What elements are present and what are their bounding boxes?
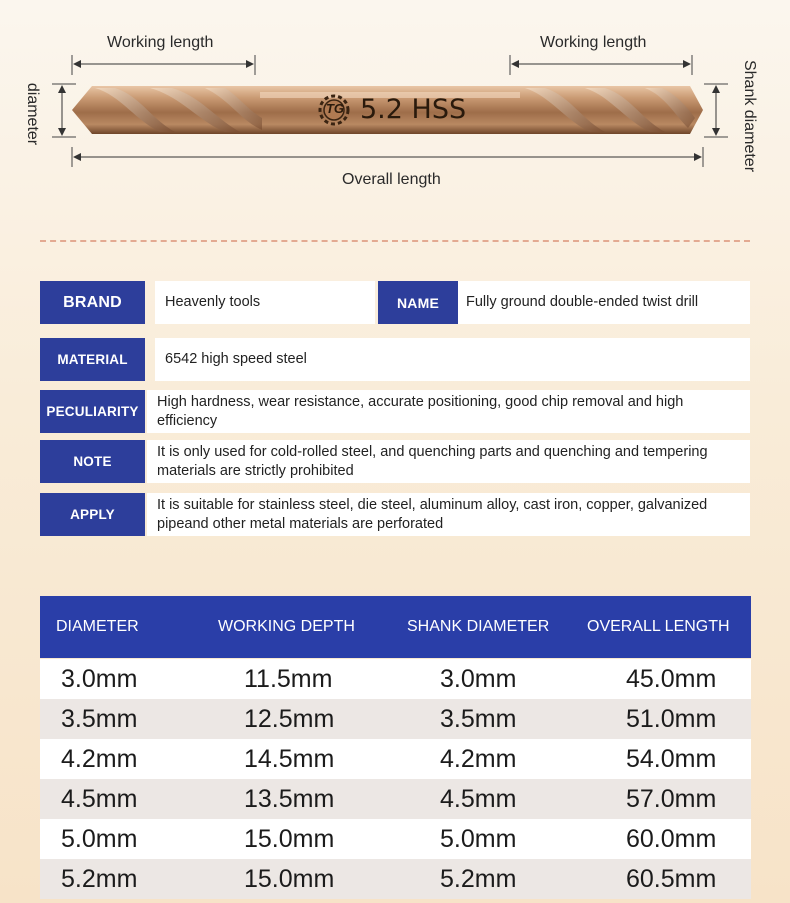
working-depth-cell: 14.5mm — [244, 744, 335, 773]
peculiarity-label: PECULIARITY — [40, 390, 145, 433]
overall-length-cell: 51.0mm — [626, 704, 717, 733]
diameter-label: diameter — [24, 82, 41, 146]
section-divider — [40, 240, 750, 242]
overall-length-label: Overall length — [342, 171, 441, 188]
header-overall-length: OVERALL LENGTH — [587, 618, 730, 635]
diameter-cell: 3.5mm — [61, 704, 138, 733]
table-row — [40, 859, 751, 899]
shank-diameter-label: Shank diameter — [741, 59, 758, 173]
working-depth-cell: 12.5mm — [244, 704, 335, 733]
drill-marking: 5.2 HSS — [360, 94, 467, 125]
working-length-right-label: Working length — [540, 34, 647, 51]
table-row — [40, 819, 751, 859]
overall-length-cell: 54.0mm — [626, 744, 717, 773]
size-table-header — [40, 596, 751, 658]
working-depth-cell: 15.0mm — [244, 824, 335, 853]
brand-label: BRAND — [40, 281, 145, 324]
apply-label: APPLY — [40, 493, 145, 536]
shank-diameter-cell: 4.5mm — [440, 784, 517, 813]
name-label: NAME — [378, 281, 458, 324]
working-depth-cell: 15.0mm — [244, 864, 335, 893]
material-label: MATERIAL — [40, 338, 145, 381]
overall-length-cell: 57.0mm — [626, 784, 717, 813]
material-value: 6542 high speed steel — [155, 338, 750, 381]
overall-length-cell: 60.5mm — [626, 864, 717, 893]
shank-diameter-cell: 5.2mm — [440, 864, 517, 893]
diameter-cell: 4.5mm — [61, 784, 138, 813]
drill-diagram — [0, 0, 790, 200]
table-row — [40, 739, 751, 779]
shank-diameter-cell: 3.5mm — [440, 704, 517, 733]
header-working-depth: WORKING DEPTH — [218, 618, 355, 635]
working-depth-cell: 11.5mm — [244, 664, 333, 693]
shank-diameter-cell: 3.0mm — [440, 664, 517, 693]
table-row — [40, 779, 751, 819]
shank-diameter-cell: 5.0mm — [440, 824, 517, 853]
diameter-cell: 4.2mm — [61, 744, 138, 773]
diameter-cell: 3.0mm — [61, 664, 138, 693]
working-length-right-dimension — [510, 55, 692, 75]
working-length-left-dimension — [72, 55, 255, 75]
working-depth-cell: 13.5mm — [244, 784, 335, 813]
name-value: Fully ground double-ended twist drill — [458, 281, 750, 324]
shank-diameter-dimension — [704, 84, 728, 137]
peculiarity-value: High hardness, wear resistance, accurate positioning, good chip removal and high efficiency — [147, 390, 750, 433]
diameter-dimension — [52, 84, 76, 137]
header-shank-diameter: SHANK DIAMETER — [407, 618, 550, 635]
overall-length-cell: 45.0mm — [626, 664, 717, 693]
shank-diameter-cell: 4.2mm — [440, 744, 517, 773]
header-diameter: DIAMETER — [56, 618, 139, 635]
brand-value: Heavenly tools — [155, 281, 375, 324]
diameter-cell: 5.0mm — [61, 824, 138, 853]
note-value: It is only used for cold-rolled steel, and quenching parts and quenching and tempering materials are strictly prohibited — [147, 440, 750, 483]
apply-value: It is suitable for stainless steel, die steel, aluminum alloy, cast iron, copper, galvanized pipeand other metal materials are perforated — [147, 493, 750, 536]
overall-length-cell: 60.0mm — [626, 824, 717, 853]
diameter-cell: 5.2mm — [61, 864, 138, 893]
table-row — [40, 659, 751, 699]
brand-logo-text: TG — [325, 101, 345, 116]
overall-length-dimension — [72, 147, 703, 167]
note-label: NOTE — [40, 440, 145, 483]
working-length-left-label: Working length — [107, 34, 214, 51]
table-row — [40, 699, 751, 739]
